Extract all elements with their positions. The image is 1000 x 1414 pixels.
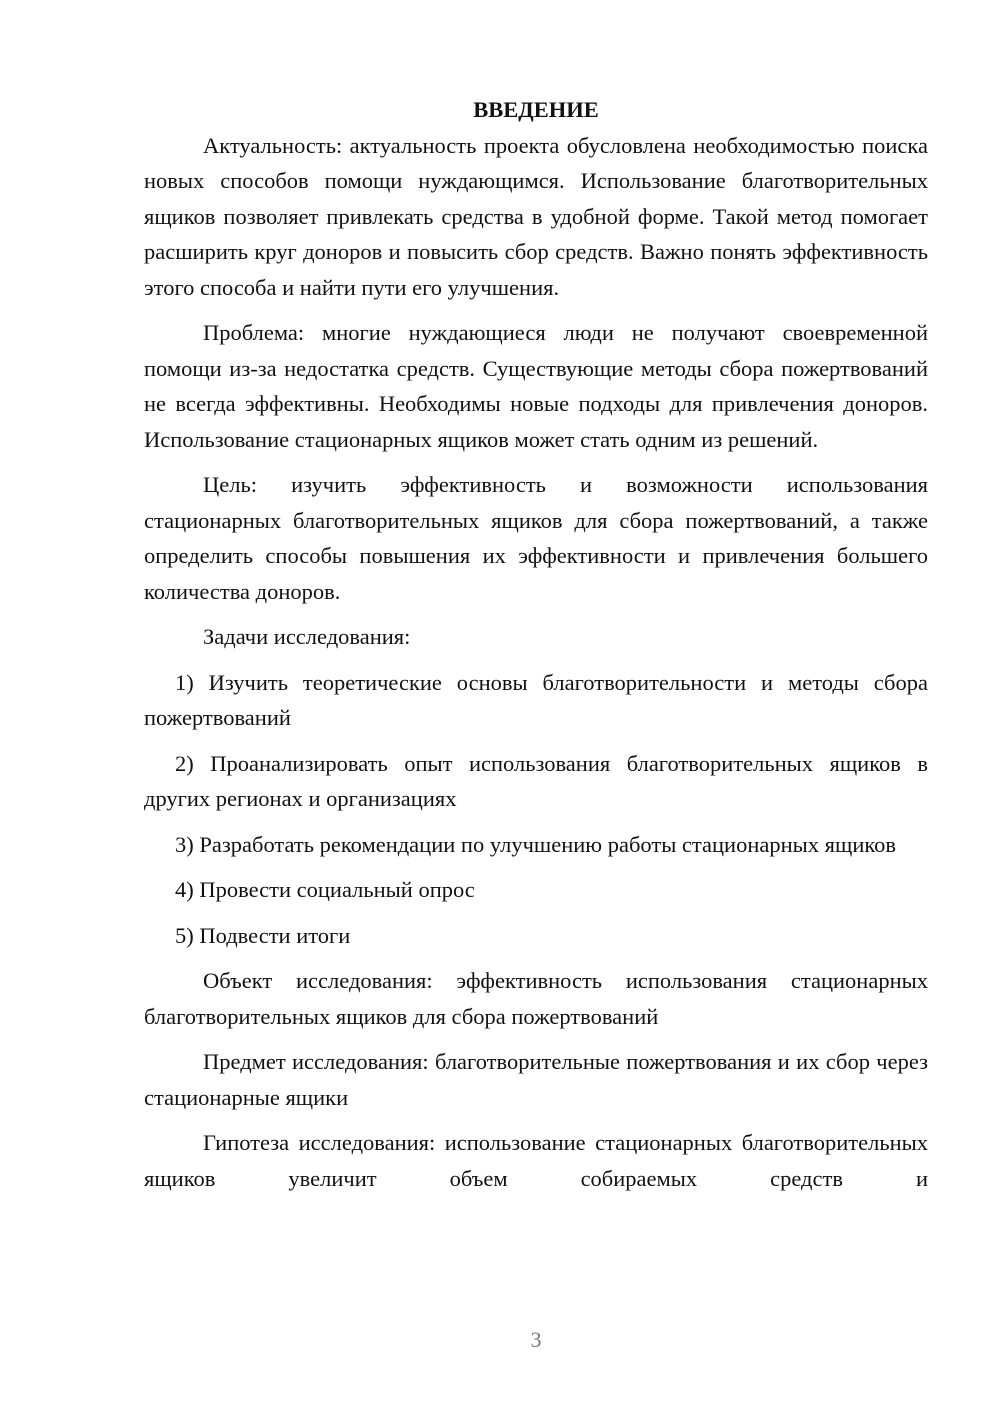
task-item-2: 2) Проанализировать опыт использования благотворительных ящиков в других регионах и организациях — [144, 750, 928, 811]
goal-paragraph: Цель: изучить эффективность и возможности использования стационарных благотворительных ящиков для сбора пожертвований, а также определить способы повышения их эффективности и привлечения большего количества доноров. — [144, 472, 928, 604]
tasks-title: Задачи исследования: — [203, 624, 411, 649]
relevance-paragraph: Актуальность: актуальность проекта обусловлена необходимостью поиска новых способов помощи нуждающимся. Использование благотворительных ящиков позволяет привлекать средства в удобной форме. Такой метод помогает расширить круг доноров и повысить сбор средств. Важно понять эффективность этого способа и найти пути его улучшения. — [144, 132, 928, 300]
section-heading: ВВЕДЕНИЕ — [473, 97, 599, 122]
subject-paragraph: Предмет исследования: благотворительные пожертвования и их сбор через стационарные ящики — [144, 1049, 928, 1110]
page-content — [144, 92, 928, 1196]
object-paragraph: Объект исследования: эффективность использования стационарных благотворительных ящиков для сбора пожертвований — [144, 968, 928, 1029]
task-item-1: 1) Изучить теоретические основы благотворительности и методы сбора пожертвований — [144, 669, 928, 730]
page-number: 3 — [530, 1327, 542, 1352]
task-item-5: 5) Подвести итоги — [175, 922, 351, 948]
task-item-3: 3) Разработать рекомендации по улучшению работы стационарных ящиков — [175, 831, 897, 857]
task-item-4: 4) Провести социальный опрос — [175, 877, 475, 902]
problem-paragraph: Проблема: многие нуждающиеся люди не получают своевременной помощи из-за недостатка средств. Существующие методы сбора пожертвований не всегда эффективны. Необходимы новые подходы для привлечения доноров. Использование стационарных ящиков может стать одним из решений. — [144, 320, 928, 452]
hypothesis-paragraph: Гипотеза исследования: использование стационарных благотворительных ящиков увеличит объем собираемых средств и — [144, 1130, 928, 1191]
